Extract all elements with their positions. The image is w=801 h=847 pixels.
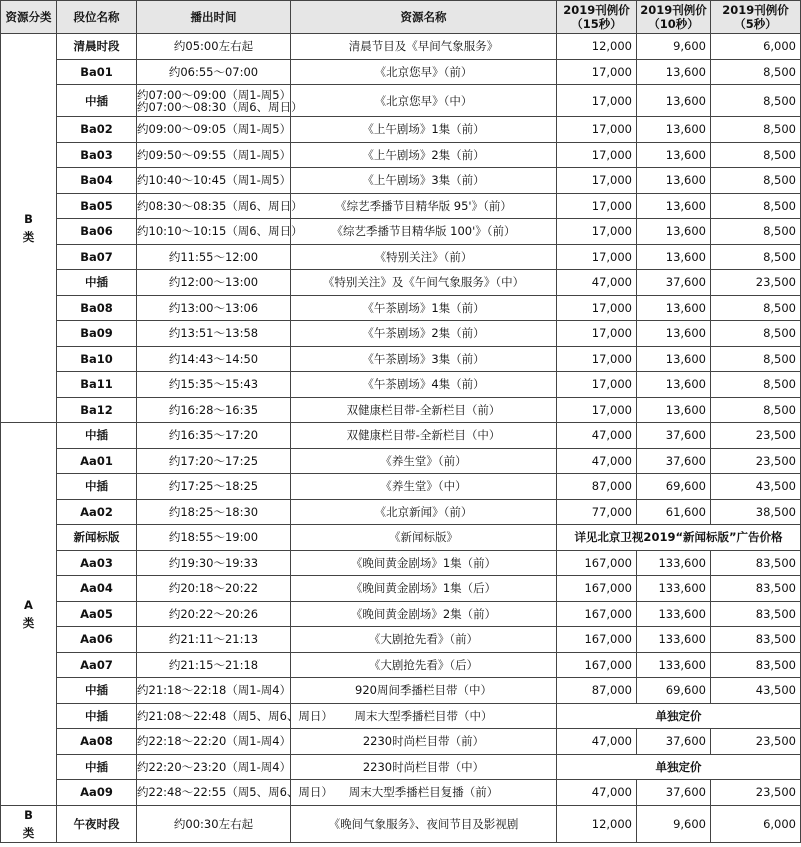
resource-cell: 《养生堂》（前）	[291, 448, 557, 474]
time-cell: 约12:00～13:00	[137, 270, 291, 296]
table-row	[1, 754, 801, 780]
table-row	[1, 601, 801, 627]
price-15s-cell: 12,000	[557, 805, 637, 842]
time-line: 约07:00～09:00（周1-周5）	[137, 87, 292, 102]
price-15s-cell: 17,000	[557, 372, 637, 398]
segment-cell: Ba12	[57, 397, 137, 423]
segment-cell: Ba02	[57, 117, 137, 143]
price-15s-cell: 17,000	[557, 85, 637, 117]
price-5s-cell: 8,500	[711, 168, 801, 194]
time-cell: 约05:00左右起	[137, 34, 291, 60]
segment-cell: 中插	[57, 678, 137, 704]
price-10s-cell: 133,600	[637, 627, 711, 653]
price-10s-cell: 9,600	[637, 805, 711, 842]
category-letter: A	[24, 597, 33, 612]
time-cell	[137, 85, 303, 117]
price-15s-cell: 17,000	[557, 397, 637, 423]
header-category: 资源分类	[1, 1, 57, 34]
segment-cell: 中插	[57, 423, 137, 449]
resource-cell: 《特别关注》及《午间气象服务》（中）	[291, 270, 557, 296]
price-10s-cell: 13,600	[637, 244, 711, 270]
segment-cell: Ba10	[57, 346, 137, 372]
segment-cell: 中插	[57, 270, 137, 296]
segment-cell: 中插	[57, 85, 137, 117]
segment-cell: Aa07	[57, 652, 137, 678]
segment-cell: 中插	[57, 754, 137, 780]
table-row	[1, 142, 801, 168]
resource-cell: 《大剧抢先看》（后）	[291, 652, 557, 678]
resource-cell: 2230时尚栏目带（中）	[291, 754, 557, 780]
price-5s-cell: 8,500	[711, 372, 801, 398]
time-cell: 约18:55～19:00	[137, 525, 291, 551]
segment-cell: Ba01	[57, 59, 137, 85]
segment-cell: Aa08	[57, 729, 137, 755]
price-15s-cell: 77,000	[557, 499, 637, 525]
category-suffix: 类	[22, 230, 35, 244]
price-10s-cell: 61,600	[637, 499, 711, 525]
resource-cell: 《养生堂》（中）	[291, 474, 557, 500]
price-10s-cell: 13,600	[637, 85, 711, 117]
resource-cell: 《新闻标版》	[291, 525, 557, 551]
time-cell: 约20:22～20:26	[137, 601, 291, 627]
price-15s-cell: 17,000	[557, 193, 637, 219]
resource-cell: 《综艺季播节目精华版 95'》（前）	[291, 193, 557, 219]
price-5s-cell: 8,500	[711, 85, 801, 117]
time-cell: 约08:30～08:35（周6、周日）	[137, 193, 291, 219]
segment-cell: 中插	[57, 474, 137, 500]
price-10s-cell: 133,600	[637, 601, 711, 627]
resource-cell: 《上午剧场》1集（前）	[291, 117, 557, 143]
resource-cell: 《晚间黄金剧场》2集（前）	[291, 601, 557, 627]
price-5s-cell: 83,500	[711, 576, 801, 602]
price-5s-cell: 8,500	[711, 346, 801, 372]
price-5s-cell: 83,500	[711, 627, 801, 653]
price-15s-cell: 167,000	[557, 601, 637, 627]
price-5s-cell: 23,500	[711, 780, 801, 806]
segment-cell: Ba08	[57, 295, 137, 321]
price-10s-cell: 13,600	[637, 168, 711, 194]
price-10s-cell: 13,600	[637, 346, 711, 372]
table-row	[1, 34, 801, 60]
table-row	[1, 499, 801, 525]
resource-cell: 《晚间黄金剧场》1集（前）	[291, 550, 557, 576]
price-10s-cell: 9,600	[637, 34, 711, 60]
price-5s-cell: 83,500	[711, 601, 801, 627]
table-row	[1, 168, 801, 194]
header-price-10s	[637, 1, 711, 34]
price-15s-cell: 47,000	[557, 423, 637, 449]
resource-cell: 清晨节目及《早间气象服务》	[291, 34, 557, 60]
price-5s-cell: 6,000	[711, 805, 801, 842]
segment-cell: Ba11	[57, 372, 137, 398]
price-15s-cell: 47,000	[557, 270, 637, 296]
table-row	[1, 729, 801, 755]
price-5s-cell: 6,000	[711, 34, 801, 60]
resource-cell: 920周间季播栏目带（中）	[291, 678, 557, 704]
table-row	[1, 627, 801, 653]
table-row	[1, 576, 801, 602]
price-5s-cell: 83,500	[711, 550, 801, 576]
segment-cell: 清晨时段	[57, 34, 137, 60]
time-cell: 约10:10～10:15（周6、周日）	[137, 219, 291, 245]
table-row	[1, 703, 801, 729]
price-5s-cell: 8,500	[711, 321, 801, 347]
time-cell: 约20:18～20:22	[137, 576, 291, 602]
price-15s-cell: 167,000	[557, 576, 637, 602]
time-cell: 约09:50～09:55（周1-周5）	[137, 142, 291, 168]
table-row	[1, 525, 801, 551]
time-cell: 约00:30左右起	[137, 805, 291, 842]
table-row	[1, 59, 801, 85]
time-cell: 约19:30～19:33	[137, 550, 291, 576]
time-cell: 约21:18～22:18（周1-周4）	[137, 678, 291, 704]
table-row	[1, 474, 801, 500]
time-cell: 约13:51～13:58	[137, 321, 291, 347]
price-5s-cell: 23,500	[711, 448, 801, 474]
price-note-cell: 详见北京卫视2019“新闻标版”广告价格	[557, 525, 801, 551]
segment-cell: Aa03	[57, 550, 137, 576]
table-row	[1, 117, 801, 143]
header-resource: 资源名称	[291, 1, 557, 34]
segment-cell: 中插	[57, 703, 137, 729]
table-row	[1, 805, 801, 842]
resource-cell: 《晚间黄金剧场》1集（后）	[291, 576, 557, 602]
category-suffix: 类	[22, 615, 35, 630]
resource-cell: 《北京新闻》（前）	[291, 499, 557, 525]
time-cell: 约17:20～17:25	[137, 448, 291, 474]
price-5s-cell: 8,500	[711, 117, 801, 143]
segment-cell: Aa02	[57, 499, 137, 525]
resource-cell: 《北京您早》（中）	[291, 85, 557, 117]
header-price-5s	[711, 1, 801, 34]
price-10s-cell: 13,600	[637, 117, 711, 143]
segment-cell: Ba03	[57, 142, 137, 168]
price-10s-cell: 69,600	[637, 474, 711, 500]
resource-cell: 周末大型季播栏目复播（前）	[291, 780, 557, 806]
resource-cell: 《午茶剧场》3集（前）	[291, 346, 557, 372]
price-note-cell: 单独定价	[557, 754, 801, 780]
resource-cell: 双健康栏目带-全新栏目（中）	[291, 423, 557, 449]
time-cell: 约21:11～21:13	[137, 627, 291, 653]
category-b-top	[1, 34, 57, 423]
table-row	[1, 652, 801, 678]
resource-cell: 双健康栏目带-全新栏目（前）	[291, 397, 557, 423]
segment-cell: Aa06	[57, 627, 137, 653]
price-15s-cell: 17,000	[557, 59, 637, 85]
header-price-10s-line1: 2019刊例价	[640, 3, 707, 17]
price-note-cell: 单独定价	[557, 703, 801, 729]
resource-cell: 《上午剧场》2集（前）	[291, 142, 557, 168]
price-15s-cell: 17,000	[557, 244, 637, 270]
time-cell: 约21:08～22:48（周5、周6、周日）	[137, 703, 291, 729]
price-10s-cell: 37,600	[637, 448, 711, 474]
segment-cell: Ba04	[57, 168, 137, 194]
segment-cell: Aa04	[57, 576, 137, 602]
price-10s-cell: 37,600	[637, 270, 711, 296]
resource-cell: 《午茶剧场》4集（前）	[291, 372, 557, 398]
price-5s-cell: 43,500	[711, 474, 801, 500]
header-price-5s-line2: （5秒）	[734, 17, 777, 31]
table-row	[1, 397, 801, 423]
price-15s-cell: 17,000	[557, 321, 637, 347]
table-row	[1, 244, 801, 270]
table-row	[1, 321, 801, 347]
table-row	[1, 423, 801, 449]
price-5s-cell: 8,500	[711, 244, 801, 270]
price-5s-cell: 83,500	[711, 652, 801, 678]
table-row	[1, 372, 801, 398]
price-10s-cell: 13,600	[637, 193, 711, 219]
price-10s-cell: 13,600	[637, 372, 711, 398]
price-10s-cell: 133,600	[637, 652, 711, 678]
category-suffix: 类	[22, 825, 35, 840]
time-cell: 约13:00～13:06	[137, 295, 291, 321]
price-10s-cell: 13,600	[637, 219, 711, 245]
table-row	[1, 346, 801, 372]
price-10s-cell: 13,600	[637, 295, 711, 321]
price-5s-cell: 8,500	[711, 295, 801, 321]
price-5s-cell: 43,500	[711, 678, 801, 704]
time-cell: 约06:55～07:00	[137, 59, 291, 85]
resource-cell: 2230时尚栏目带（前）	[291, 729, 557, 755]
time-line: 约07:00～08:30（周6、周日）	[137, 99, 303, 114]
price-5s-cell: 38,500	[711, 499, 801, 525]
price-10s-cell: 13,600	[637, 397, 711, 423]
price-10s-cell: 37,600	[637, 729, 711, 755]
segment-cell: Aa09	[57, 780, 137, 806]
table-row	[1, 270, 801, 296]
segment-cell: Ba09	[57, 321, 137, 347]
table-row	[1, 550, 801, 576]
resource-cell: 《上午剧场》3集（前）	[291, 168, 557, 194]
price-15s-cell: 12,000	[557, 34, 637, 60]
price-10s-cell: 37,600	[637, 780, 711, 806]
price-10s-cell: 13,600	[637, 321, 711, 347]
price-15s-cell: 167,000	[557, 652, 637, 678]
price-10s-cell: 69,600	[637, 678, 711, 704]
time-cell: 约18:25～18:30	[137, 499, 291, 525]
price-5s-cell: 8,500	[711, 59, 801, 85]
time-cell: 约22:18～22:20（周1-周4）	[137, 729, 291, 755]
resource-cell: 《北京您早》（前）	[291, 59, 557, 85]
table-row	[1, 85, 801, 117]
price-10s-cell: 133,600	[637, 550, 711, 576]
resource-cell: 《午茶剧场》2集（前）	[291, 321, 557, 347]
price-15s-cell: 47,000	[557, 780, 637, 806]
price-10s-cell: 133,600	[637, 576, 711, 602]
price-5s-cell: 8,500	[711, 193, 801, 219]
table-row	[1, 448, 801, 474]
header-row	[1, 1, 801, 34]
price-15s-cell: 87,000	[557, 678, 637, 704]
header-price-15s	[557, 1, 637, 34]
category-a	[1, 423, 57, 806]
price-5s-cell: 8,500	[711, 142, 801, 168]
segment-cell: Ba05	[57, 193, 137, 219]
table-row	[1, 193, 801, 219]
header-segment: 段位名称	[57, 1, 137, 34]
time-cell: 约09:00～09:05（周1-周5）	[137, 117, 291, 143]
resource-cell: 《大剧抢先看》（前）	[291, 627, 557, 653]
resource-cell: 《午茶剧场》1集（前）	[291, 295, 557, 321]
category-letter: B	[24, 807, 33, 822]
price-10s-cell: 37,600	[637, 423, 711, 449]
time-cell: 约11:55～12:00	[137, 244, 291, 270]
header-price-15s-line1: 2019刊例价	[563, 3, 630, 17]
segment-cell: Aa01	[57, 448, 137, 474]
price-15s-cell: 167,000	[557, 550, 637, 576]
header-price-15s-line2: （15秒）	[571, 17, 622, 31]
segment-cell: Ba06	[57, 219, 137, 245]
table-row	[1, 295, 801, 321]
segment-cell: Aa05	[57, 601, 137, 627]
resource-cell: 《晚间气象服务》、夜间节目及影视剧	[291, 805, 557, 842]
price-5s-cell: 23,500	[711, 423, 801, 449]
price-15s-cell: 17,000	[557, 346, 637, 372]
category-b-bottom	[1, 805, 57, 842]
price-5s-cell: 23,500	[711, 270, 801, 296]
time-cell: 约17:25～18:25	[137, 474, 291, 500]
resource-cell: 《综艺季播节目精华版 100'》（前）	[291, 219, 557, 245]
header-price-10s-line2: （10秒）	[648, 17, 699, 31]
price-15s-cell: 17,000	[557, 219, 637, 245]
time-cell: 约22:48～22:55（周5、周6、周日）	[137, 780, 291, 806]
resource-cell: 《特别关注》（前）	[291, 244, 557, 270]
time-cell: 约14:43～14:50	[137, 346, 291, 372]
price-5s-cell: 8,500	[711, 219, 801, 245]
price-15s-cell: 47,000	[557, 448, 637, 474]
time-cell: 约16:35～17:20	[137, 423, 291, 449]
time-cell: 约15:35～15:43	[137, 372, 291, 398]
table-row	[1, 219, 801, 245]
time-cell: 约10:40～10:45（周1-周5）	[137, 168, 291, 194]
header-time: 播出时间	[137, 1, 291, 34]
price-15s-cell: 87,000	[557, 474, 637, 500]
price-15s-cell: 167,000	[557, 627, 637, 653]
price-10s-cell: 13,600	[637, 59, 711, 85]
price-15s-cell: 17,000	[557, 142, 637, 168]
time-cell: 约16:28～16:35	[137, 397, 291, 423]
time-cell: 约22:20～23:20（周1-周4）	[137, 754, 291, 780]
price-15s-cell: 17,000	[557, 168, 637, 194]
price-10s-cell: 13,600	[637, 142, 711, 168]
category-letter: B	[24, 212, 33, 226]
table-row	[1, 678, 801, 704]
price-5s-cell: 23,500	[711, 729, 801, 755]
time-cell: 约21:15～21:18	[137, 652, 291, 678]
table-row	[1, 780, 801, 806]
price-15s-cell: 17,000	[557, 117, 637, 143]
header-price-5s-line1: 2019刊例价	[722, 3, 789, 17]
segment-cell: Ba07	[57, 244, 137, 270]
resource-cell: 周末大型季播栏目带（中）	[291, 703, 557, 729]
segment-cell: 午夜时段	[57, 805, 137, 842]
price-5s-cell: 8,500	[711, 397, 801, 423]
price-15s-cell: 17,000	[557, 295, 637, 321]
price-15s-cell: 47,000	[557, 729, 637, 755]
segment-cell: 新闻标版	[57, 525, 137, 551]
